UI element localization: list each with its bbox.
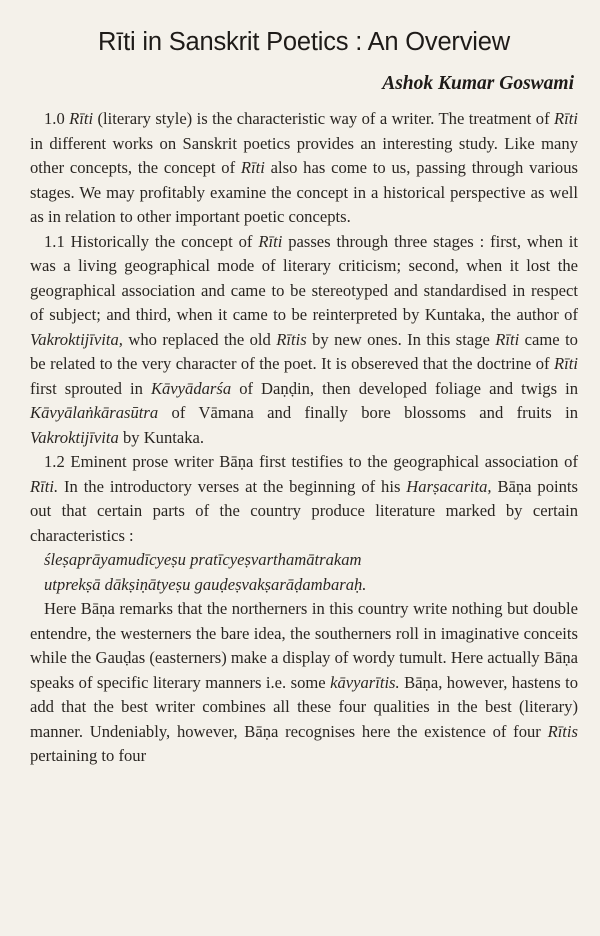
text-run: 1.0 (44, 109, 70, 128)
text-run: by Kuntaka. (118, 427, 205, 447)
italic-term: Kāvyādarśa (150, 378, 232, 398)
italic-term: Rīti. (30, 476, 59, 496)
italic-term: Rīti (495, 329, 520, 349)
text-run: first sprouted in (30, 378, 151, 398)
italic-term: Rīti (258, 231, 283, 251)
text-run: Bāṇa points out that certain parts of the country produce literature marked by certain characteristics : (30, 476, 578, 545)
italic-term: kāvyarītis. (330, 672, 400, 692)
text-run: Here Bāṇa remarks that the northerners in this country write nothing but double entendre, the westerners the bare idea, the southerners roll in imaginative conceits while the Gauḍas (easterners) make a display of wordy tumult. Here actually Bāṇa speaks of specific literary manners i.e. some (30, 599, 578, 692)
text-run: in different works on Sanskrit poetics provides an interesting study. Like many other concepts, the concept of (30, 133, 578, 177)
italic-term: Kāvyālaṅkārasūtra (30, 403, 159, 422)
text-run: came to be related to the very character of the poet. It is obsereved that the doctrine of (30, 329, 578, 373)
author-name: Ashok Kumar Goswami (382, 73, 574, 94)
text-run: of Daṇḍin, then developed foliage and twigs in (231, 378, 578, 398)
verse-line-2: utprekṣā dākṣiṇātyeṣu gauḍeṣvakṣarāḍambaraḥ. (44, 574, 367, 594)
italic-term: Rīti (554, 109, 578, 128)
article-title: Rīti in Sanskrit Poetics : An Overview (98, 28, 510, 56)
italic-term: Vakroktijīvita, (30, 329, 123, 349)
italic-term: Vakroktijīvita (30, 427, 119, 447)
text-run: also has come to us, passing through various stages. We may profitably examine the concept in a historical perspective as well as in relation to other important poetic concepts. (30, 158, 578, 226)
paragraph-1-1 (30, 230, 578, 451)
text-run: passes through three stages : first, when it was a living geographical mode of literary criticism; second, when it lost the geographical association and came to be stereotyped and standardised in respect of subject; and third, when it came to be reinterpreted by Kuntaka, the author of (30, 231, 578, 324)
text-run: who replaced the old (122, 329, 277, 349)
text-run: pertaining to four (30, 746, 147, 765)
italic-term: Rīti (69, 109, 94, 128)
text-run: of Vāmana and finally bore blossoms and fruits in (158, 403, 578, 422)
italic-term: Rīti (240, 158, 265, 177)
paragraph-1-0 (30, 107, 578, 230)
text-run: In the introductory verses at the beginning of his (58, 476, 407, 496)
text-run: 1.1 Historically the concept of (44, 231, 259, 251)
paragraph-1-2 (30, 450, 578, 548)
italic-term: Rītis (276, 329, 307, 349)
verse-line-1: śleṣaprāyamudīcyeṣu pratīcyeṣvarthamātrakam (44, 550, 362, 569)
text-run: by new ones. In this stage (306, 329, 496, 349)
text-run: (literary style) is the characteristic way of a writer. The treatment of (93, 109, 555, 128)
italic-term: Harṣacarita, (406, 476, 492, 496)
paragraph-closing (30, 597, 578, 769)
article-body (30, 107, 578, 769)
italic-term: Rīti (554, 354, 578, 373)
text-run: Bāṇa, however, hastens to add that the best writer combines all these four qualities in the best (literary) manner. Undeniably, however, Bāṇa recognises here the existence of four (30, 672, 578, 741)
italic-term: Rītis (547, 721, 578, 741)
text-run: 1.2 Eminent prose writer Bāṇa first testifies to the geographical association of (44, 452, 578, 471)
